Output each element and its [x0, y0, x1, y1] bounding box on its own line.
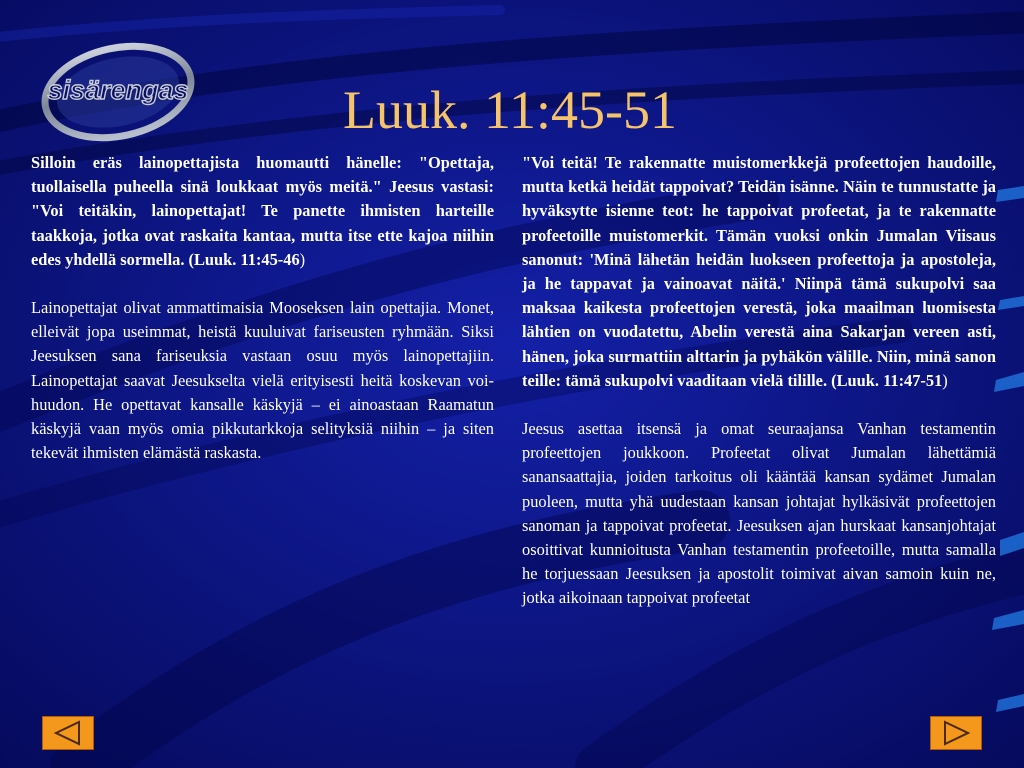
left-commentary-paragraph: Lainopettajat olivat ammattimaisia Mooseksen lain opettajia. Monet, elleivät jopa useimmat, heistä kuuluivat fariseusten ryhmään. Siksi Jeesuksen sana fariseuksia vastaan osuu myös lainopettajiin. Lainopettajat saavat Jeesukselta vielä erityisesti heitä koskevan voi-huudon. He opettavat kansalle käskyjä – ei ainoastaan Raamatun käskyjä vaan myös omia pikkutarkkoja selityksiä niihin – ja siten tekevät ihmisten elämästä raskasta.: [31, 298, 494, 463]
left-quote-paragraph: [31, 151, 494, 272]
right-commentary-paragraph: Jeesus asettaa itsensä ja omat seuraajansa Vanhan testamentin profeettojen joukkoon. Profeetat olivat Jumalan lähettämiä sanansaattajia, joiden tarkoitus oli kääntää kansan sydämet Jumalan puoleen, mutta yhä uudestaan kansan johtajat hylkäsivät profeettojen sanoman ja tappoivat profeetat. Jeesuksen ajan hurskaat kansanjohtajat osoittivat kunnioitusta Vanhan testamentin profeetoille, mutta samalla he torjuessaan Jeesuksen ja apostolit toimivat aivan samoin kuin ne, jotka aikoinaan tappoivat profeetat: [522, 419, 996, 608]
logo-text: sisärengas: [47, 75, 189, 105]
next-slide-button[interactable]: [930, 716, 982, 750]
right-column: [522, 151, 996, 635]
left-quote-text: Silloin eräs lainopettajista huomautti hänelle: "Opettaja, tuollaisella puheella sinä loukkaat myös meitä." Jeesus vastasi: "Voi teitäkin, lainopettajat! Te panette ihmisten harteille taakkoja, jotka ovat raskaita kantaa, mutta itse ette kajoa niihin edes yhdellä sormella. (Luuk. 11:45-46: [31, 153, 494, 269]
page-title: Luuk. 11:45-51: [343, 80, 677, 140]
previous-slide-button[interactable]: [42, 716, 94, 750]
left-quote-tail: ): [299, 249, 306, 269]
left-column: [31, 151, 494, 489]
right-quote-tail: ): [942, 370, 948, 390]
right-quote-text: "Voi teitä! Te rakennatte muistomerkkejä profeettojen haudoille, mutta ketkä heidät tappoivat? Teidän isänne. Näin te tunnustatte ja hyväksytte isienne teot: he tappoivat profeetat, ja te rakennatte profeetoille muistomerkit. Tämän vuoksi onkin Jumalan Viisaus sanonut: 'Minä lähetän heidän luokseen profeettoja ja apostoleja, ja he tappavat ja vainoavat näitä.' Niinpä tämä sukupolvi saa maksaa kaikesta profeettojen verestä, joka maailman luomisesta lähtien on vuodatettu, Abelin verestä aina Sakarjan vereen asti, hänen, joka surmattiin alttarin ja pyhäkön välille. Niin, minä sanon teille: tämä sukupolvi vaaditaan vielä tilille. (Luuk. 11:47-51: [522, 153, 996, 390]
sisarengas-logo: [18, 38, 218, 144]
right-quote-paragraph: [522, 151, 996, 393]
triangle-right-icon: [931, 717, 981, 749]
triangle-left-icon: [43, 717, 93, 749]
